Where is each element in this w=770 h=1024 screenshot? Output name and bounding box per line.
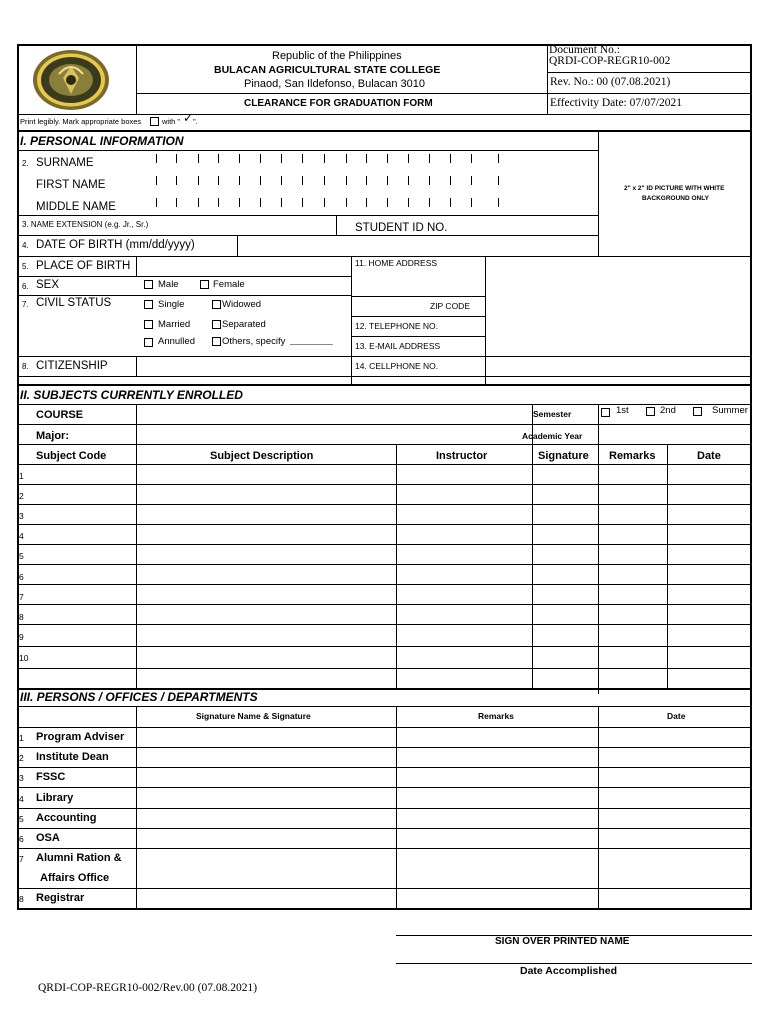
section-personal-heading: I. PERSONAL INFORMATION	[20, 134, 184, 148]
instruction-text-2: with "	[162, 117, 181, 126]
document-no-label: Document No.:	[549, 44, 620, 56]
table-row-number: 4	[19, 531, 24, 541]
separated-label: Separated	[222, 319, 266, 330]
document-no: QRDI-COP-REGR10-002	[549, 55, 671, 67]
col-subject-code: Subject Code	[36, 450, 107, 462]
married-label: Married	[158, 319, 191, 330]
name-extension-label: 3. NAME EXTENSION (e.g. Jr., Sr.)	[22, 220, 149, 229]
others-checkbox[interactable]	[212, 337, 221, 346]
single-label: Single	[158, 299, 185, 310]
photo-note-line1: 2" x 2" ID PICTURE WITH WHITE	[624, 185, 725, 192]
semester-label: Semester	[533, 409, 572, 419]
college-name: BULACAN AGRICULTURAL STATE COLLEGE	[214, 64, 441, 76]
sem-1st-checkbox[interactable]	[601, 408, 610, 417]
num-4: 4.	[22, 241, 29, 250]
col-subject-description: Subject Description	[210, 450, 314, 462]
date-accomplished-label: Date Accomplished	[520, 965, 618, 977]
office-alumni-relations: Alumni Ration &	[36, 852, 122, 864]
sem-summer-label: Summer	[712, 405, 748, 416]
male-checkbox[interactable]	[144, 280, 153, 289]
office-osa: OSA	[36, 832, 60, 844]
college-address: Pinaod, San Ildefonso, Bulacan 3010	[244, 78, 426, 90]
num-8: 8.	[22, 362, 29, 371]
office-institute-dean: Institute Dean	[36, 751, 109, 763]
sex-label: SEX	[36, 279, 60, 291]
major-field[interactable]	[137, 425, 532, 444]
col-signature-name: Signature Name & Signature	[196, 711, 311, 721]
sem-2nd-label: 2nd	[660, 405, 676, 416]
surname-field[interactable]	[150, 154, 510, 168]
office-library: Library	[36, 792, 74, 804]
others-specify-line[interactable]: ___________	[290, 338, 333, 345]
separated-checkbox[interactable]	[212, 320, 221, 329]
form-code-footer: QRDI-COP-REGR10-002/Rev.00 (07.08.2021)	[38, 982, 258, 994]
first-name-field[interactable]	[150, 176, 510, 190]
widowed-checkbox[interactable]	[212, 300, 221, 309]
office-row-number: 7	[19, 854, 24, 864]
instruction-text: Print legibly. Mark appropriate boxes	[20, 117, 142, 126]
table-row-number: 8	[19, 612, 24, 622]
surname-label: SURNAME	[36, 157, 94, 169]
female-label: Female	[213, 279, 245, 290]
office-row-number: 3	[19, 773, 24, 783]
office-row-number: 6	[19, 834, 24, 844]
office-program-adviser: Program Adviser	[36, 731, 125, 743]
email-label: 13. E-MAIL ADDRESS	[355, 341, 441, 351]
effectivity-date: Effectivity Date: 07/07/2021	[550, 97, 683, 109]
married-checkbox[interactable]	[144, 320, 153, 329]
civil-status-label: CIVIL STATUS	[36, 297, 112, 309]
office-row-number: 8	[19, 894, 24, 904]
pob-label: PLACE OF BIRTH	[36, 260, 131, 272]
others-label: Others, specify	[222, 336, 286, 347]
col-date: Date	[697, 450, 721, 462]
zip-code-label: ZIP CODE	[430, 301, 470, 311]
student-id-label: STUDENT ID NO.	[355, 222, 448, 234]
dob-field[interactable]	[238, 236, 598, 255]
major-label: Major:	[36, 430, 69, 442]
office-row-number: 5	[19, 814, 24, 824]
single-checkbox[interactable]	[144, 300, 153, 309]
sign-over-printed-name: SIGN OVER PRINTED NAME	[495, 936, 630, 947]
instruction-text-3: ".	[193, 117, 198, 126]
office-accounting: Accounting	[36, 812, 97, 824]
num-7: 7.	[22, 300, 29, 309]
table-row-number: 10	[19, 653, 29, 663]
office-row-number: 4	[19, 794, 24, 804]
widowed-label: Widowed	[222, 299, 262, 310]
num-6: 6.	[22, 282, 29, 291]
office-fssc: FSSC	[36, 771, 66, 783]
course-field[interactable]	[137, 405, 532, 424]
middle-name-label: MIDDLE NAME	[36, 201, 116, 213]
middle-name-field[interactable]	[150, 198, 510, 212]
office-registrar: Registrar	[36, 892, 85, 904]
signature-field[interactable]	[396, 915, 752, 935]
dob-label: DATE OF BIRTH (mm/dd/yyyy)	[36, 239, 195, 251]
male-label: Male	[158, 279, 179, 290]
sem-1st-label: 1st	[616, 405, 629, 416]
academic-year-field[interactable]	[599, 425, 750, 444]
college-seal-logo	[30, 48, 112, 112]
home-address-label: 11. HOME ADDRESS	[355, 258, 438, 268]
table-row-number: 6	[19, 572, 24, 582]
office-affairs-office: Affairs Office	[40, 872, 110, 884]
office-row-number: 2	[19, 753, 24, 763]
annulled-checkbox[interactable]	[144, 338, 153, 347]
first-name-label: FIRST NAME	[36, 179, 106, 191]
academic-year-label: Academic Year	[522, 431, 583, 441]
col-persons-remarks: Remarks	[478, 711, 514, 721]
sample-checkbox	[150, 117, 159, 126]
cellphone-label: 14. CELLPHONE NO.	[355, 361, 439, 371]
num-5: 5.	[22, 262, 29, 271]
col-remarks: Remarks	[609, 450, 656, 462]
telephone-label: 12. TELEPHONE NO.	[355, 321, 438, 331]
section-persons-heading: III. PERSONS / OFFICES / DEPARTMENTS	[20, 690, 258, 704]
col-signature: Signature	[538, 450, 589, 462]
date-accomplished-field[interactable]	[396, 944, 752, 962]
citizenship-label: CITIZENSHIP	[36, 360, 108, 372]
col-persons-date: Date	[667, 711, 686, 721]
table-row-number: 2	[19, 491, 24, 501]
table-row-number: 1	[19, 471, 24, 481]
republic-text: Republic of the Philippines	[272, 50, 402, 62]
table-row-number: 7	[19, 592, 24, 602]
revision-no: Rev. No.: 00 (07.08.2021)	[550, 76, 671, 88]
table-row-number: 9	[19, 632, 24, 642]
photo-note-line2: BACKGROUND ONLY	[642, 195, 709, 202]
annulled-label: Annulled	[158, 336, 195, 347]
office-row-number: 1	[19, 733, 24, 743]
table-row-number: 3	[19, 511, 24, 521]
checkmark-icon: ✓	[183, 111, 194, 125]
course-label: COURSE	[36, 409, 84, 421]
table-row-number: 5	[19, 551, 24, 561]
sem-2nd-checkbox[interactable]	[646, 407, 655, 416]
female-checkbox[interactable]	[200, 280, 209, 289]
section-subjects-heading: II. SUBJECTS CURRENTLY ENROLLED	[20, 388, 243, 402]
col-instructor: Instructor	[436, 450, 488, 462]
form-title: CLEARANCE FOR GRADUATION FORM	[244, 98, 433, 109]
sem-summer-checkbox[interactable]	[693, 407, 702, 416]
num-2: 2.	[22, 159, 29, 168]
